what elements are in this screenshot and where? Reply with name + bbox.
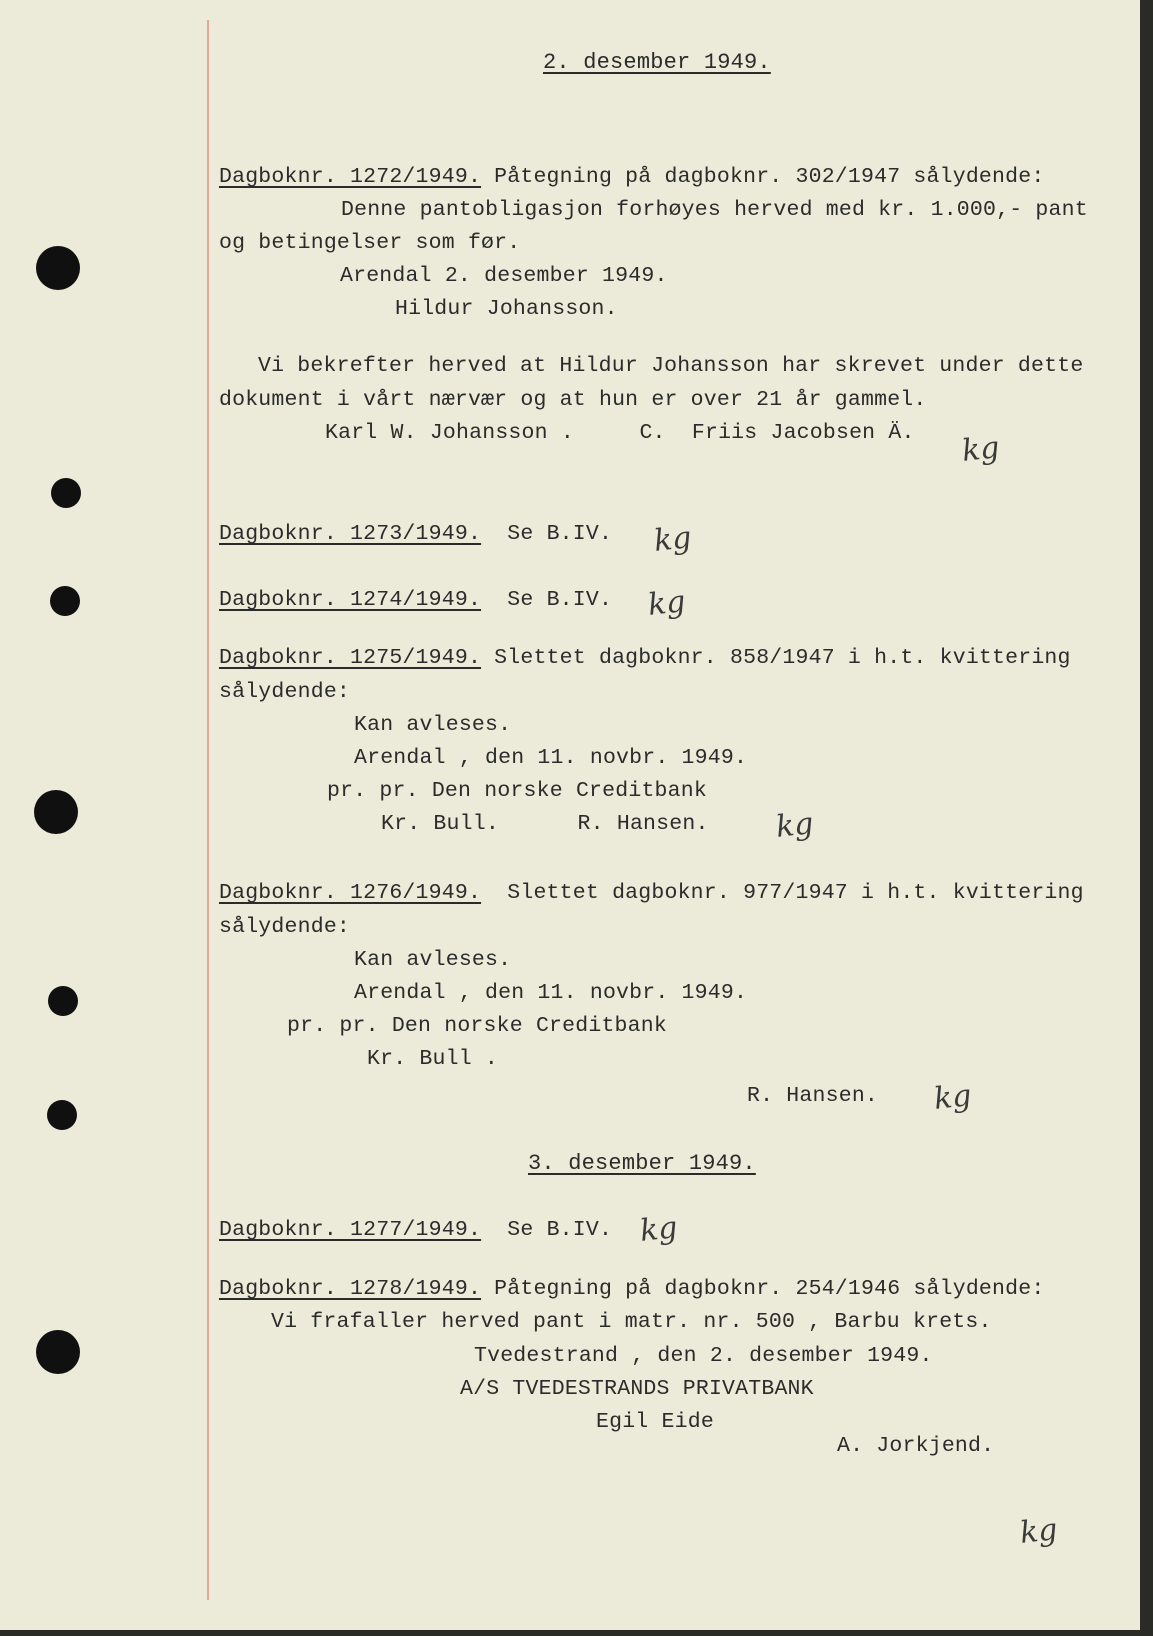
date-header-1: 2. desember 1949.: [543, 50, 771, 75]
handwritten-initials: kg: [638, 1210, 680, 1249]
entry-1276-line: Kr. Bull .: [367, 1047, 499, 1071]
handwritten-initials: kg: [1018, 1512, 1060, 1551]
punch-hole: [50, 586, 80, 616]
entry-1278-line: Tvedestrand , den 2. desember 1949.: [474, 1344, 933, 1368]
handwritten-initials: kg: [646, 584, 688, 623]
date-header-2: 3. desember 1949.: [528, 1151, 756, 1176]
entry-1272-line: Hildur Johansson.: [395, 297, 618, 321]
entry-1278-line: Egil Eide: [596, 1410, 714, 1434]
entry-1274: [219, 588, 612, 612]
entry-1275-line: Kan avleses.: [354, 713, 512, 737]
entry-1277: [219, 1218, 612, 1242]
punch-hole: [51, 478, 81, 508]
entry-1272-line: og betingelser som før.: [219, 231, 521, 255]
entry-1275-line: Arendal , den 11. novbr. 1949.: [354, 746, 748, 770]
entry-ref: Dagboknr. 1275/1949.: [219, 646, 482, 670]
punch-hole: [34, 790, 78, 834]
entry-1276-title: [219, 881, 1084, 905]
entry-1276-line: Arendal , den 11. novbr. 1949.: [354, 981, 748, 1005]
entry-1272-title: [219, 165, 1044, 189]
entry-1275-title: [219, 646, 1071, 670]
handwritten-initials: kg: [932, 1078, 974, 1117]
punch-hole: [47, 1100, 77, 1130]
entry-1272-line: Denne pantobligasjon forhøyes herved med kr. 1.000,- pant: [341, 198, 1088, 222]
entry-ref: Dagboknr. 1274/1949.: [219, 588, 482, 612]
entry-title-rest: Slettet dagboknr. 977/1947 i h.t. kvittering: [481, 881, 1084, 905]
punch-hole: [48, 986, 78, 1016]
punch-hole: [36, 246, 80, 290]
entry-ref: Dagboknr. 1276/1949.: [219, 881, 482, 905]
entry-1275-line: Kr. Bull. R. Hansen.: [381, 812, 709, 836]
handwritten-initials: kg: [652, 520, 694, 559]
entry-title-rest: Slettet dagboknr. 858/1947 i h.t. kvittering: [481, 646, 1071, 670]
entry-1272-line: Arendal 2. desember 1949.: [340, 264, 668, 288]
punch-hole: [36, 1330, 80, 1374]
entry-1272-line: Vi bekrefter herved at Hildur Johansson har skrevet under dette: [258, 354, 1084, 378]
entry-1272-line: dokument i vårt nærvær og at hun er over 21 år gammel.: [219, 388, 927, 412]
entry-1278-line: A/S TVEDESTRANDS PRIVATBANK: [460, 1377, 814, 1401]
entry-1276-line: pr. pr. Den norske Creditbank: [287, 1014, 667, 1038]
entry-1276-line: Kan avleses.: [354, 948, 512, 972]
entry-ref: Dagboknr. 1278/1949.: [219, 1277, 482, 1301]
entry-text: Se B.IV.: [507, 522, 613, 546]
witness-mark: Ä.: [888, 421, 915, 445]
entry-text: Se B.IV.: [507, 588, 613, 612]
entry-1278-line: A. Jorkjend.: [837, 1434, 995, 1458]
entry-1272-witnesses: [325, 421, 915, 445]
entry-ref: Dagboknr. 1273/1949.: [219, 522, 482, 546]
entry-1273: [219, 522, 612, 546]
handwritten-initials: kg: [960, 430, 1002, 469]
handwritten-initials: kg: [774, 806, 816, 845]
witness-names: Karl W. Johansson . C. Friis Jacobsen: [325, 421, 876, 445]
entry-1278-title: [219, 1277, 1044, 1301]
entry-1276-line: sålydende:: [219, 915, 351, 939]
entry-1275-line: pr. pr. Den norske Creditbank: [327, 779, 707, 803]
entry-1278-line: Vi frafaller herved pant i matr. nr. 500 , Barbu krets.: [271, 1310, 992, 1334]
entry-ref: Dagboknr. 1277/1949.: [219, 1218, 482, 1242]
entry-1276-line: R. Hansen.: [747, 1084, 879, 1108]
entry-title-rest: Påtegning på dagboknr. 254/1946 sålydende:: [481, 1277, 1045, 1301]
margin-line: [207, 20, 209, 1600]
entry-ref: Dagboknr. 1272/1949.: [219, 165, 482, 189]
entry-text: Se B.IV.: [507, 1218, 613, 1242]
entry-title-rest: Påtegning på dagboknr. 302/1947 sålydende:: [481, 165, 1045, 189]
entry-1275-line: sålydende:: [219, 680, 351, 704]
